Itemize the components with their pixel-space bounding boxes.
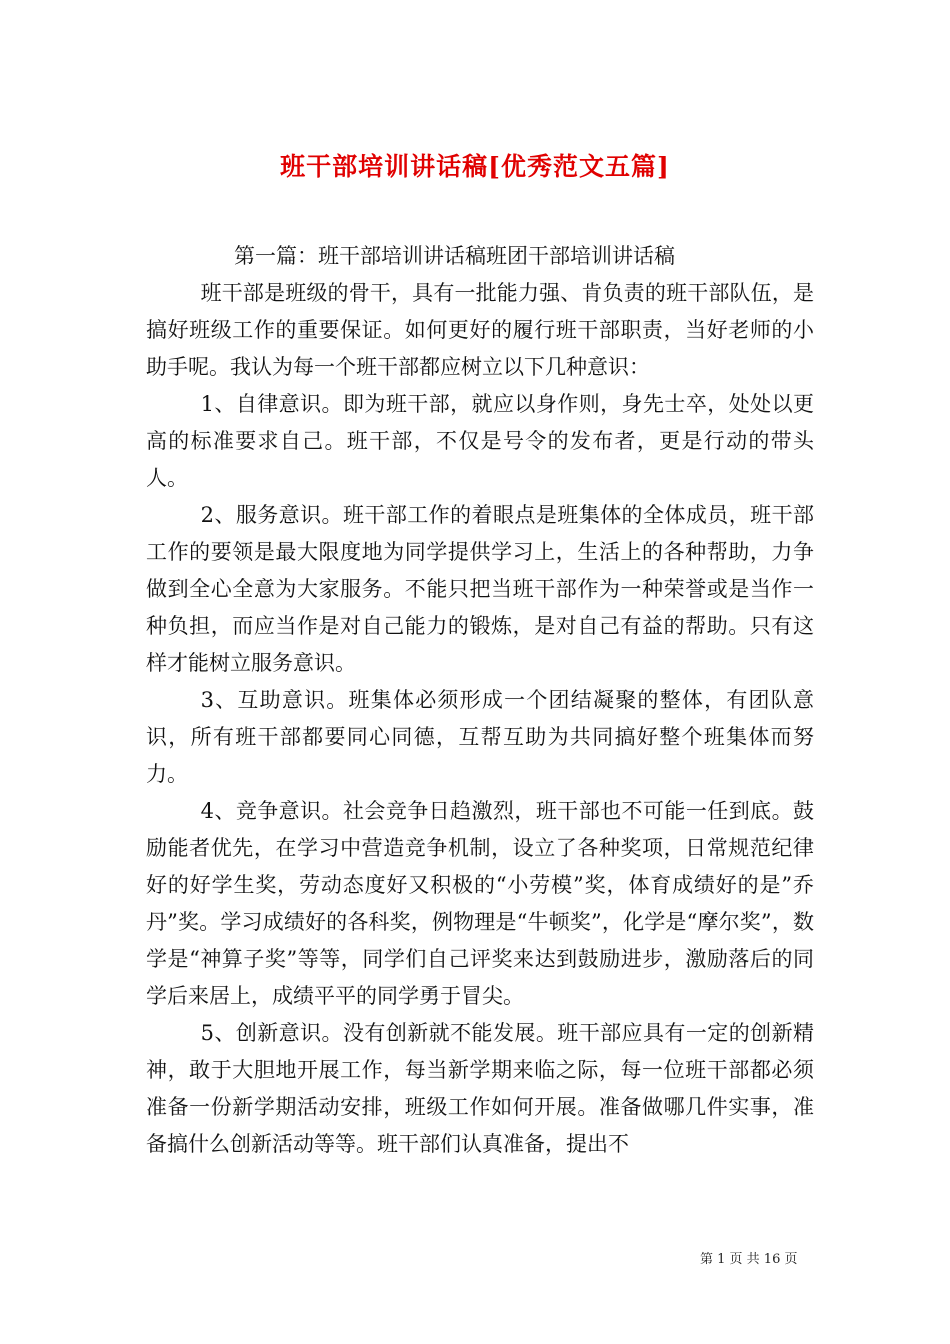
paragraph-innovation: 5、创新意识。没有创新就不能发展。班干部应具有一定的创新精神，敢于大胆地开展工作，每当新学期来临之际，每一位班干部都必须准备一份新学期活动安排，班级工作如何开展。准备做哪几件实事，准备搞什么创新活动等等。班干部们认真准备，提出不 xyxy=(146,1021,814,1156)
section-heading: 第一篇：班干部培训讲话稿班团干部培训讲话稿 xyxy=(234,244,675,268)
document-body xyxy=(146,238,814,1163)
paragraph-competition: 4、竞争意识。社会竞争日趋激烈，班干部也不可能一任到底。鼓励能者优先，在学习中营造竞争机制，设立了各种奖项，日常规范纪律好的好学生奖，劳动态度好又积极的“小劳模”奖，体育成绩好的是”乔丹”奖。学习成绩好的各科奖，例物理是“牛顿奖”，化学是“摩尔奖”，数学是“神算子奖”等等，同学们自己评奖来达到鼓励进步，激励落后的同学后来居上，成绩平平的同学勇于冒尖。 xyxy=(146,799,814,1008)
paragraph-mutual-help: 3、互助意识。班集体必须形成一个团结凝聚的整体，有团队意识，所有班干部都要同心同德，互帮互助为共同搞好整个班集体而努力。 xyxy=(146,688,814,786)
document-title: 班干部培训讲话稿[优秀范文五篇] xyxy=(280,151,670,181)
page-number: 第 1 页 共 16 页 xyxy=(700,1252,798,1267)
paragraph-self-discipline: 1、自律意识。即为班干部，就应以身作则，身先士卒，处处以更高的标准要求自己。班干部，不仅是号令的发布者，更是行动的带头人。 xyxy=(146,392,814,490)
paragraph-intro: 班干部是班级的骨干，具有一批能力强、肯负责的班干部队伍，是搞好班级工作的重要保证。如何更好的履行班干部职责，当好老师的小助手呢。我认为每一个班干部都应树立以下几种意识： xyxy=(146,281,814,379)
paragraph-service: 2、服务意识。班干部工作的着眼点是班集体的全体成员，班干部工作的要领是最大限度地为同学提供学习上，生活上的各种帮助，力争做到全心全意为大家服务。不能只把当班干部作为一种荣誉或是当作一种负担，而应当作是对自己能力的锻炼，是对自己有益的帮助。只有这样才能树立服务意识。 xyxy=(146,503,814,675)
